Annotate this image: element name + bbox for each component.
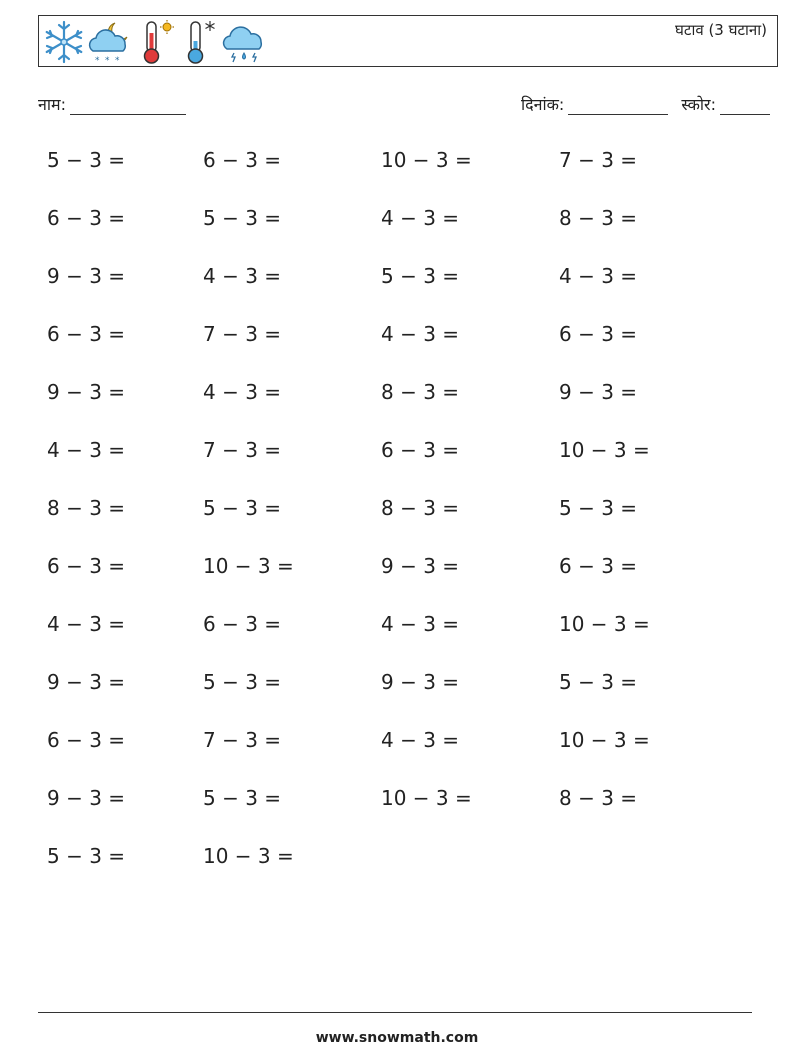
problem-item: 8 − 3 = [381,380,460,404]
problem-item: 4 − 3 = [381,728,460,752]
problem-item: 4 − 3 = [381,322,460,346]
problem-item: 6 − 3 = [47,728,126,752]
problem-item: 10 − 3 = [203,554,294,578]
score-blank[interactable] [720,96,770,115]
problem-item: 5 − 3 = [47,148,126,172]
problem-item: 6 − 3 = [381,438,460,462]
problem-item: 9 − 3 = [47,670,126,694]
problem-item: 4 − 3 = [203,264,282,288]
problem-item: 4 − 3 = [381,612,460,636]
problem-item: 9 − 3 = [47,786,126,810]
problem-item: 7 − 3 = [203,322,282,346]
problem-item: 5 − 3 = [203,786,282,810]
problem-item: 6 − 3 = [47,554,126,578]
problem-item: 10 − 3 = [203,844,294,868]
problem-item: 6 − 3 = [47,322,126,346]
problem-item: 5 − 3 = [559,670,638,694]
name-label: नाम: [38,95,66,114]
problem-item: 7 − 3 = [203,728,282,752]
problem-item: 4 − 3 = [203,380,282,404]
problem-item: 10 − 3 = [559,728,650,752]
problem-item: 4 − 3 = [559,264,638,288]
svg-text:*: * [95,56,100,65]
score-label: स्कोर: [681,95,716,114]
problem-item: 4 − 3 = [381,206,460,230]
header-box [38,15,778,67]
name-blank[interactable] [70,96,186,115]
problem-item: 7 − 3 = [203,438,282,462]
problem-item: 5 − 3 = [381,264,460,288]
problem-item: 6 − 3 = [203,612,282,636]
problem-item: 5 − 3 = [203,496,282,520]
problem-item: 9 − 3 = [47,264,126,288]
footer-divider [38,1012,752,1013]
problem-item: 8 − 3 = [559,206,638,230]
name-field [38,93,186,115]
date-blank[interactable] [568,96,668,115]
cloud-moon-snow-icon [85,19,135,65]
date-label: दिनांक: [520,95,565,114]
footer-website: www.snowmath.com [315,1030,479,1046]
problem-item: 5 − 3 = [559,496,638,520]
problem-item: 6 − 3 = [47,206,126,230]
problem-item: 8 − 3 = [559,786,638,810]
problem-item: 9 − 3 = [381,554,460,578]
problem-item: 4 − 3 = [47,438,126,462]
date-score-fields [521,93,770,115]
problem-item: 10 − 3 = [381,148,472,172]
problem-item: 5 − 3 = [47,844,126,868]
problem-item: 6 − 3 = [559,554,638,578]
problem-item: 9 − 3 = [381,670,460,694]
problem-item: 8 − 3 = [381,496,460,520]
worksheet-title: घटाव (3 घटाना) [675,21,767,39]
snowflake-icon [41,19,87,65]
rain-cloud-icon [219,19,269,65]
problem-item: 5 − 3 = [203,206,282,230]
problem-item: 6 − 3 = [203,148,282,172]
problem-item: 10 − 3 = [381,786,472,810]
cold-thermometer-icon [183,19,221,65]
svg-text:*: * [105,56,110,65]
problem-item: 5 − 3 = [203,670,282,694]
problem-item: 8 − 3 = [47,496,126,520]
svg-text:*: * [115,56,120,65]
problem-item: 7 − 3 = [559,148,638,172]
problem-item: 9 − 3 = [47,380,126,404]
problem-item: 9 − 3 = [559,380,638,404]
problem-item: 10 − 3 = [559,612,650,636]
problem-item: 6 − 3 = [559,322,638,346]
problem-item: 4 − 3 = [47,612,126,636]
hot-thermometer-icon [139,19,177,65]
problem-item: 10 − 3 = [559,438,650,462]
